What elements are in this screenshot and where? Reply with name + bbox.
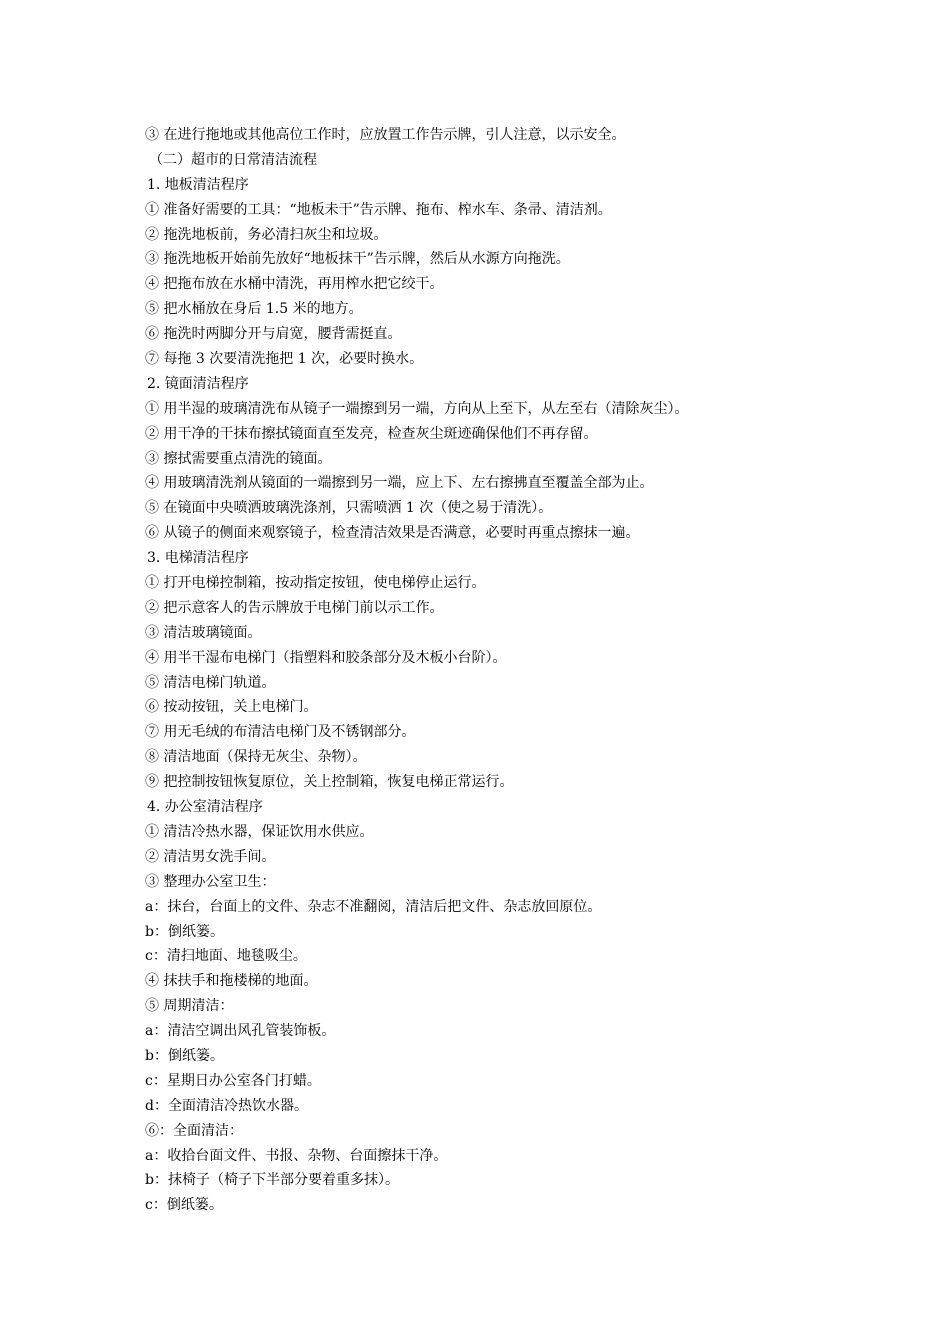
text-line: ④ 抹扶手和拖楼梯的地面。 <box>145 973 318 990</box>
text-line: ③ 整理办公室卫生： <box>145 873 276 890</box>
text-line: ② 清洁男女洗手间。 <box>145 848 276 865</box>
text-line: ② 用干净的干抹布擦拭镜面直至发亮，检查灰尘斑迹确保他们不再存留。 <box>145 425 598 442</box>
text-line: ① 用半湿的玻璃清洗布从镜子一端擦到另一端，方向从上至下，从左至右（清除灰尘）。 <box>145 400 689 417</box>
text-line: ① 清洁冷热水器，保证饮用水供应。 <box>145 823 374 840</box>
subsection-heading: 4. 办公室清洁程序 <box>147 799 263 816</box>
text-line: ⑥ 拖洗时两脚分开与肩宽，腰背需挺直。 <box>145 326 402 343</box>
text-line: a：收拾台面文件、书报、杂物、台面擦抹干净。 <box>145 1147 448 1164</box>
text-line: ⑤ 周期清洁： <box>145 998 234 1015</box>
section-heading: （二）超市的日常清洁流程 <box>149 151 317 168</box>
text-line: b：倒纸篓。 <box>145 1047 224 1064</box>
text-line: ⑤ 在镜面中央喷洒玻璃洗涤剂，只需喷洒 1 次（使之易于清洗）。 <box>145 500 553 517</box>
text-line: ⑧ 清洁地面（保持无灰尘、杂物）。 <box>145 749 367 766</box>
text-line: ③ 在进行拖地或其他高位工作时，应放置工作告示牌，引人注意，以示安全。 <box>145 127 626 143</box>
text-line: ② 把示意客人的告示牌放于电梯门前以示工作。 <box>145 599 444 616</box>
text-line: ⑥ 从镜子的侧面来观察镜子，检查清洁效果是否满意，必要时再重点擦抹一遍。 <box>145 525 640 542</box>
text-line: ⑥：全面清洁： <box>145 1122 243 1139</box>
text-line: ③ 清洁玻璃镜面。 <box>145 624 262 641</box>
text-line: d：全面清洁冷热饮水器。 <box>145 1097 308 1114</box>
text-line: c：倒纸篓。 <box>145 1197 223 1214</box>
text-line: ③ 擦拭需要重点清洗的镜面。 <box>145 450 332 467</box>
text-line: a：清洁空调出风孔管装饰板。 <box>145 1023 336 1040</box>
text-line: c：星期日办公室各门打蜡。 <box>145 1072 321 1089</box>
subsection-heading: 2. 镜面清洁程序 <box>147 375 249 392</box>
subsection-heading: 1. 地板清洁程序 <box>147 176 249 193</box>
text-line: b：抹椅子（椅子下半部分要着重多抹）。 <box>145 1172 399 1189</box>
text-line: ③ 拖洗地板开始前先放好“地板抹干”告示牌，然后从水源方向拖洗。 <box>145 251 570 268</box>
text-line: ⑤ 把水桶放在身后 1.5 米的地方。 <box>145 301 363 318</box>
text-line: b：倒纸篓。 <box>145 923 224 940</box>
text-line: ④ 用玻璃清洗剂从镜面的一端擦到另一端，应上下、左右擦拂直至覆盖全部为止。 <box>145 475 654 492</box>
text-line: a：抹台，台面上的文件、杂志不准翻阅，清洁后把文件、杂志放回原位。 <box>145 898 602 915</box>
text-line: ⑦ 用无毛绒的布清洁电梯门及不锈钢部分。 <box>145 724 416 741</box>
text-line: ⑥ 按动按钮，关上电梯门。 <box>145 699 318 716</box>
text-line: ④ 把拖布放在水桶中清洗，再用榨水把它绞干。 <box>145 276 444 293</box>
text-line: ⑤ 清洁电梯门轨道。 <box>145 674 276 691</box>
text-line: ⑨ 把控制按钮恢复原位，关上控制箱，恢复电梯正常运行。 <box>145 774 514 791</box>
text-line: ⑦ 每拖 3 次要清洗拖把 1 次，必要时换水。 <box>145 351 424 368</box>
text-line: ② 拖洗地板前，务必清扫灰尘和垃圾。 <box>145 226 388 243</box>
document-body <box>145 123 845 1218</box>
text-line: ① 打开电梯控制箱，按动指定按钮，使电梯停止运行。 <box>145 575 486 592</box>
subsection-heading: 3. 电梯清洁程序 <box>147 550 249 567</box>
text-line: ① 准备好需要的工具：“地板未干”告示牌、拖布、榨水车、条帚、清洁剂。 <box>145 201 612 218</box>
text-line: ④ 用半干湿布电梯门（指塑料和胶条部分及木板小台阶）。 <box>145 649 507 666</box>
text-line: c：清扫地面、地毯吸尘。 <box>145 948 307 965</box>
